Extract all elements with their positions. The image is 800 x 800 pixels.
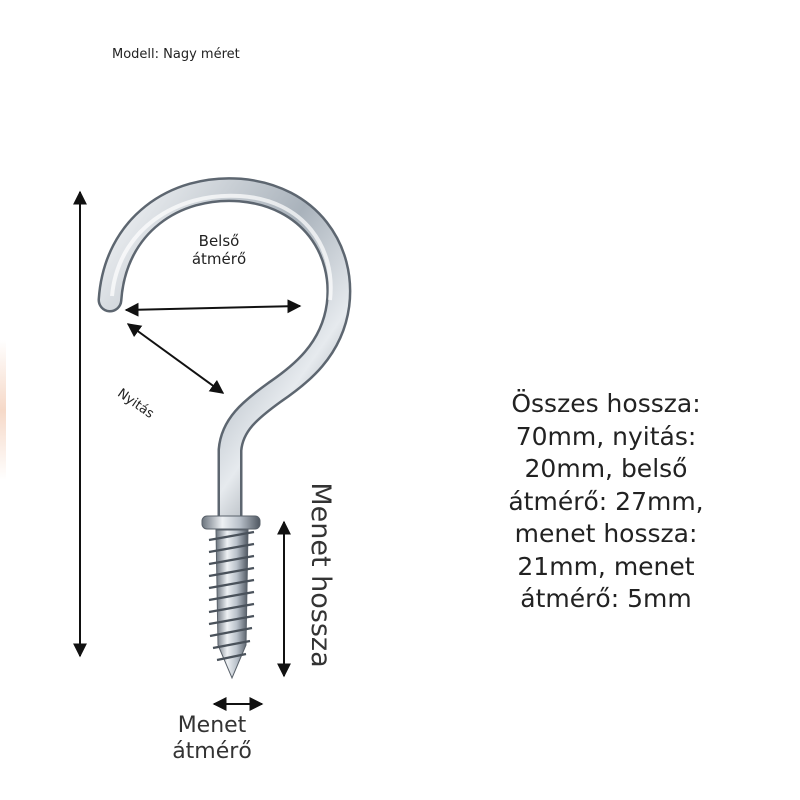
specs-line: 20mm, belső bbox=[524, 454, 688, 483]
specs-line: 70mm, nyitás: bbox=[515, 421, 697, 451]
specs-line: menet hossza: bbox=[514, 519, 698, 548]
specs-line: átmérő: 27mm, bbox=[508, 486, 704, 516]
inner-diameter-label: Belső átmérő bbox=[191, 232, 247, 268]
opening-label: Nyitás bbox=[114, 386, 157, 422]
hook-collar bbox=[202, 516, 260, 529]
thread-diameter-label: Menet átmérő bbox=[172, 713, 252, 765]
specs-line: Összes hossza: bbox=[511, 389, 701, 418]
opening-arrow bbox=[128, 324, 223, 393]
specs-text bbox=[488, 388, 724, 616]
screw-thread bbox=[209, 530, 254, 678]
inner-diameter-arrow bbox=[126, 306, 300, 310]
specs-line: 21mm, menet bbox=[517, 551, 695, 581]
model-label: Modell: Nagy méret bbox=[112, 47, 240, 62]
specs-line: átmérő: 5mm bbox=[520, 584, 692, 613]
thread-length-label: Menet hossza bbox=[305, 482, 337, 668]
